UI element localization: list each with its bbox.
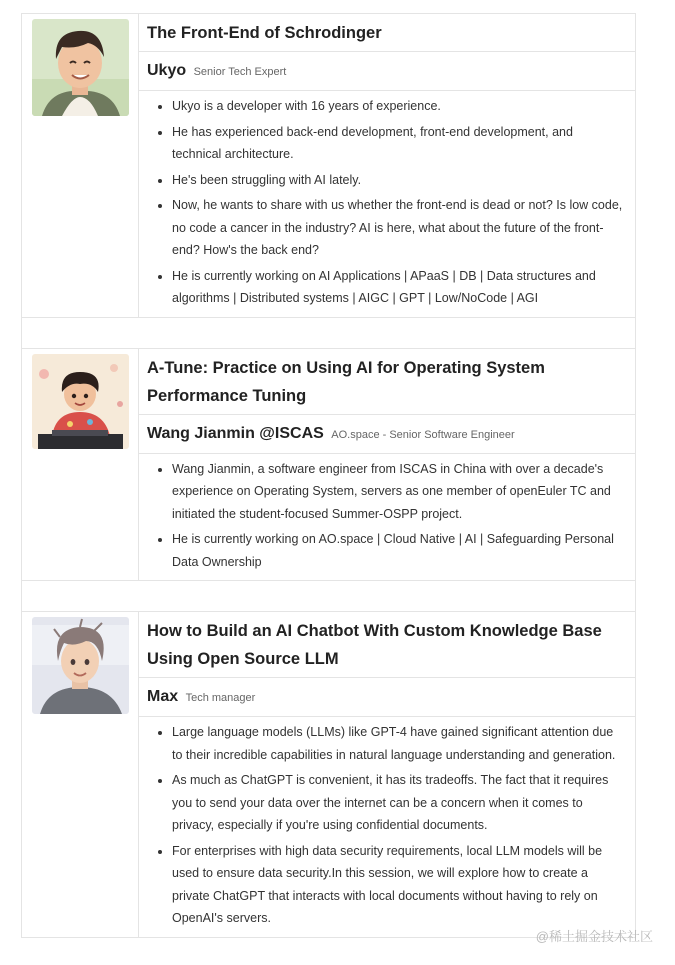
speaker-line — [139, 52, 635, 91]
avatar-cell — [22, 14, 139, 317]
bio-list — [139, 91, 635, 317]
cartoon-boy-at-laptop-icon — [32, 354, 129, 449]
session-title: How to Build an AI Chatbot With Custom Knowledge Base Using Open Source LLM — [139, 612, 635, 678]
sessions-table — [21, 13, 636, 938]
list-item: • Wang Jianmin, a software engineer from ISCAS in China with over a decade's experience on Operating System, servers as one member of openEuler TC and initiated the student-focused Summer-OSPP project. — [172, 458, 623, 526]
list-item: • Now, he wants to share with us whether the front-end is dead or not? Is low code, no code a cancer in the industry? AI is here, what about the future of the front-end? How's the back end? — [172, 194, 623, 262]
spacer-row — [22, 580, 635, 611]
list-item: • Ukyo is a developer with 16 years of experience. — [172, 95, 623, 118]
speaker-name: Wang Jianmin @ISCAS — [147, 424, 324, 442]
avatar-cell — [22, 612, 139, 937]
speaker-name: Ukyo — [147, 62, 187, 79]
avatar — [32, 19, 129, 116]
avatar — [32, 617, 129, 714]
list-item: • He is currently working on AI Applications | APaaS | DB | Data structures and algorithms | Distributed systems | AIGC | GPT | Low/NoCode | AGI — [172, 265, 623, 310]
speaker-name: Max — [147, 688, 179, 705]
bio-list — [139, 717, 635, 937]
speaker-role: AO.space - Senior Software Engineer — [331, 428, 515, 441]
session-row — [22, 348, 635, 581]
list-item: • As much as ChatGPT is convenient, it has its tradeoffs. The fact that it requires you to send your data over the internet can be a concern when it comes to privacy, especially if you're using confidential documents. — [172, 769, 623, 837]
bio-list — [139, 454, 635, 581]
speaker-role: Senior Tech Expert — [193, 66, 287, 78]
cartoon-man-portrait-icon — [32, 19, 129, 116]
avatar-cell — [22, 349, 139, 581]
watermark-text: @稀土掘金技术社区 — [535, 929, 653, 944]
list-item: • He's been struggling with AI lately. — [172, 169, 623, 192]
cartoon-young-man-portrait-icon — [32, 617, 129, 714]
spacer-row — [22, 317, 635, 348]
session-title: The Front-End of Schrodinger — [139, 14, 635, 52]
session-row — [22, 13, 635, 317]
session-title: A-Tune: Practice on Using AI for Operating System Performance Tuning — [139, 349, 635, 415]
list-item: • For enterprises with high data security requirements, local LLM models will be used to ensure data security.In this session, we will explore how to create a private ChatGPT that interacts with local documents without having to rely on OpenAI's servers. — [172, 840, 623, 930]
speaker-role: Tech manager — [185, 692, 256, 704]
avatar — [32, 354, 129, 449]
list-item: • He has experienced back-end development, front-end development, and technical architecture. — [172, 121, 623, 166]
session-row — [22, 611, 635, 938]
list-item: • Large language models (LLMs) like GPT-4 have gained significant attention due to their incredible capabilities in natural language understanding and generation. — [172, 721, 623, 766]
list-item: • He is currently working on AO.space | Cloud Native | AI | Safeguarding Personal Data Ownership — [172, 528, 623, 573]
speaker-line — [139, 415, 635, 454]
speaker-line — [139, 678, 635, 717]
